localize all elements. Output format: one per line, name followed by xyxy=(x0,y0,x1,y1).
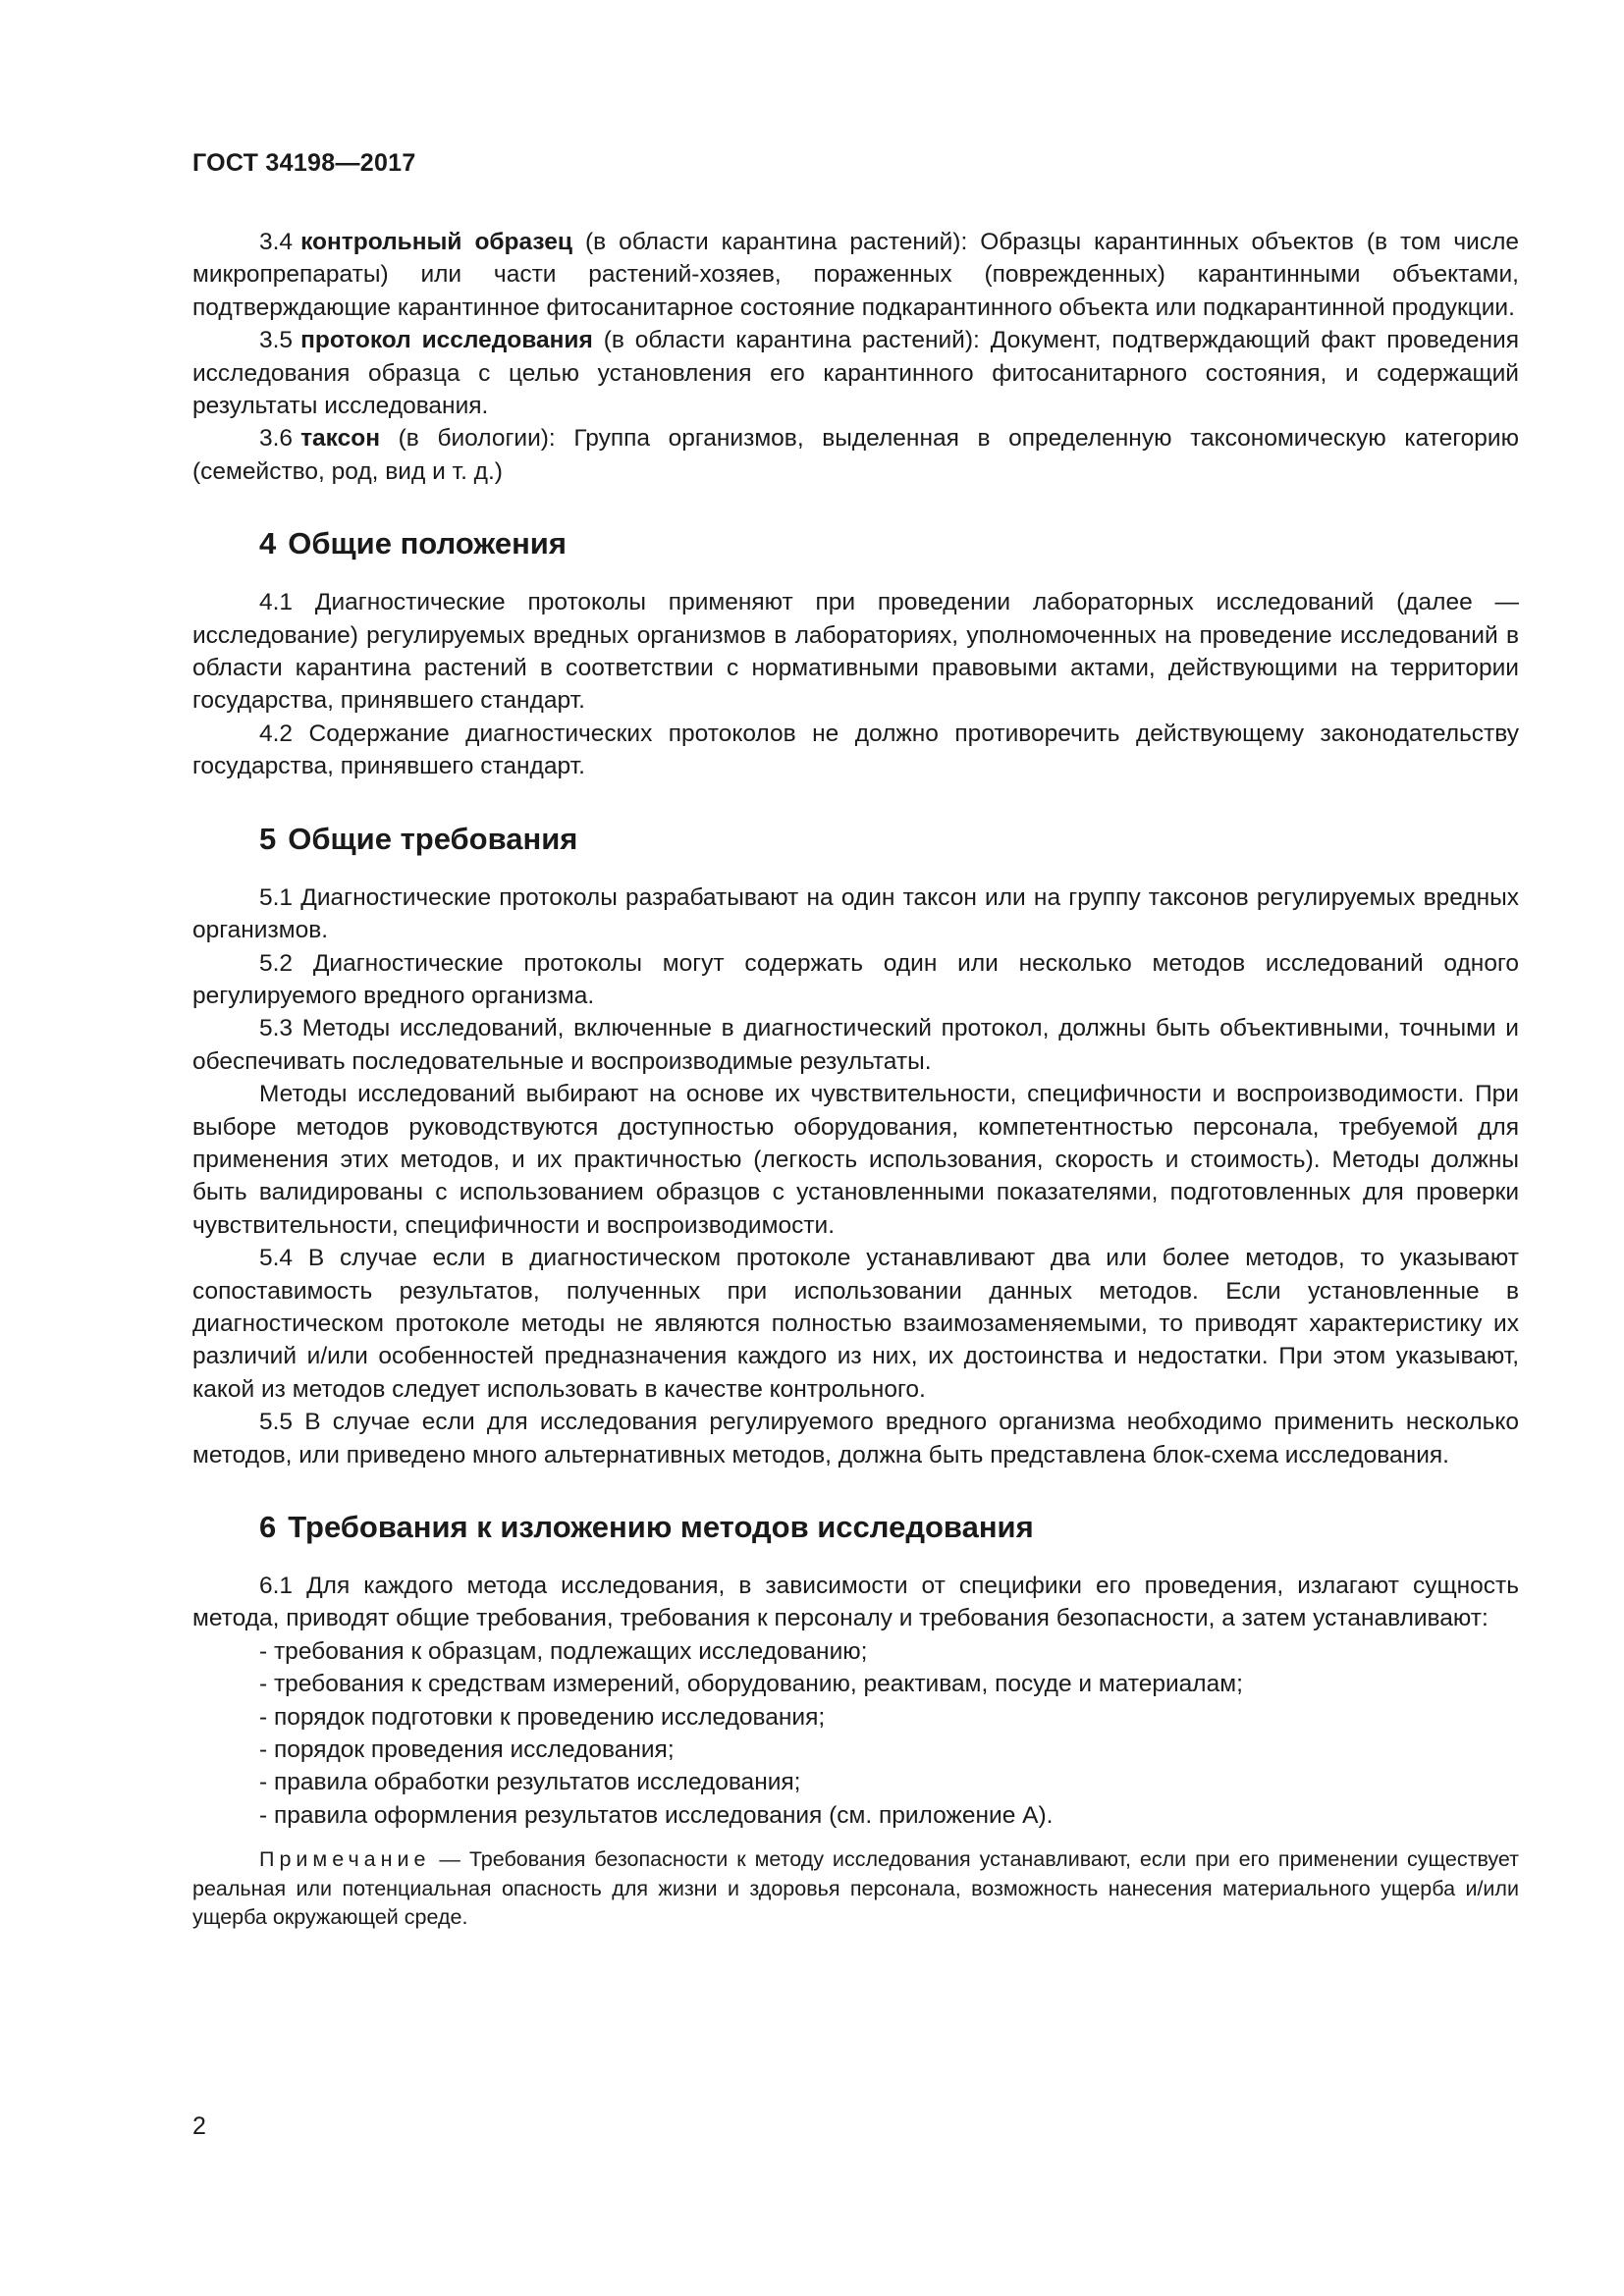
definition-number: 3.6 xyxy=(259,425,294,453)
standard-code: ГОСТ 34198—2017 xyxy=(192,149,416,177)
definition-term: протокол исследования xyxy=(300,327,593,354)
list-item: - правила оформления результатов исследования (см. приложение А). xyxy=(259,1801,1054,1829)
paragraph-5-4: 5.4 В случае если в диагностическом протоколе устанавливают два или более методов, то указывают сопоставимость результатов, полученных при использовании данных методов. Если установленные в диагностическом протоколе методы не являются полностью взаимозаменяемыми, то приводят характеристику их различий и/или особенностей предназначения каждого из них, их достоинства и недостатки. При этом указывают, какой из методов следует использовать в качестве контрольного. xyxy=(192,1245,1519,1403)
note-text: — Требования безопасности к методу исследования устанавливают, если при его применении существует реальная или потенциальная опасность для жизни и здоровья персонала, возможность нанесения материального ущерба и/или ущерба окружающей среде. xyxy=(192,1847,1519,1930)
section-4-heading xyxy=(192,524,1519,563)
section-number: 6 xyxy=(259,1510,277,1544)
definition-3-6 xyxy=(192,422,1519,488)
section-title: Общие требования xyxy=(288,821,578,856)
requirements-list xyxy=(192,1635,1519,1832)
paragraph-5-3: 5.3 Методы исследований, включенные в диагностический протокол, должны быть объективными, точными и обеспечивать последовательные и воспроизводимые результаты. xyxy=(192,1015,1519,1075)
definition-number: 3.4 xyxy=(259,229,294,255)
definition-term: таксон xyxy=(300,425,381,453)
paragraph-5-1: 5.1 Диагностические протоколы разрабатывают на один таксон или на группу таксонов регулируемых вредных организмов. xyxy=(192,883,1519,944)
section-number: 5 xyxy=(259,821,277,856)
page-number: 2 xyxy=(192,2112,206,2140)
definition-term: контрольный образец xyxy=(300,229,572,255)
section-6-heading xyxy=(192,1508,1519,1547)
list-item: - требования к средствам измерений, оборудованию, реактивам, посуде и материалам; xyxy=(259,1671,1243,1698)
note-label: Примечание xyxy=(259,1847,431,1872)
definition-text: (в области карантина растений): Документ, подтверждающий факт проведения исследования образца с целью установления его карантинного фитосанитарного состояния, и содержащий результаты исследования. xyxy=(192,327,1519,420)
paragraph-4-1: 4.1 Диагностические протоколы применяют при проведении лабораторных исследований (далее — исследование) регулируемых вредных организмов в лабораториях, уполномоченных на проведение исследований в области карантина растений в соответствии с нормативными правовыми актами, действующими на территории государства, принявшего стандарт. xyxy=(192,589,1519,715)
definition-3-4 xyxy=(192,226,1519,324)
definition-text: (в биологии): Группа организмов, выделенная в определенную таксономическую категорию (семейство, род, вид и т. д.) xyxy=(192,425,1519,485)
list-item: - порядок проведения исследования; xyxy=(259,1736,675,1764)
section-title: Общие положения xyxy=(288,526,567,561)
paragraph-4-2: 4.2 Содержание диагностических протоколов не должно противоречить действующему законодательству государства, принявшего стандарт. xyxy=(192,720,1519,780)
definition-number: 3.5 xyxy=(259,327,294,354)
paragraph-5-2: 5.2 Диагностические протоколы могут содержать один или несколько методов исследований одного регулируемого вредного организма. xyxy=(192,949,1519,1009)
note xyxy=(192,1845,1519,1933)
section-5-heading xyxy=(192,820,1519,859)
paragraph-6-1: 6.1 Для каждого метода исследования, в зависимости от специфики его проведения, излагают сущность метода, приводят общие требования, требования к персоналу и требования безопасности, а затем устанавливают: xyxy=(192,1573,1519,1632)
section-number: 4 xyxy=(259,526,277,561)
page-content xyxy=(192,226,1519,1933)
list-item: - правила обработки результатов исследования; xyxy=(259,1769,801,1796)
list-item: - порядок подготовки к проведению исследования; xyxy=(259,1703,826,1731)
paragraph-5-3-cont: Методы исследований выбирают на основе их чувствительности, специфичности и воспроизводимости. При выборе методов руководствуются доступностью оборудования, компетентностью персонала, требуемой для применения этих методов, и их практичностью (легкость использования, скорость и стоимость). Методы должны быть валидированы с использованием образцов с установленными показателями, подготовленных для проверки чувствительности, специфичности и воспроизводимости. xyxy=(192,1081,1519,1239)
section-title: Требования к изложению методов исследования xyxy=(288,1510,1034,1544)
definition-text: (в области карантина растений): Образцы карантинных объектов (в том числе микропрепараты) или части растений-хозяев, пораженных (поврежденных) карантинными объектами, подтверждающие карантинное фитосанитарное состояние подкарантинного объекта или подкарантинной продукции. xyxy=(192,229,1519,321)
list-item: - требования к образцам, подлежащих исследованию; xyxy=(259,1637,868,1665)
definition-3-5 xyxy=(192,324,1519,422)
paragraph-5-5: 5.5 В случае если для исследования регулируемого вредного организма необходимо применить несколько методов, или приведено много альтернативных методов, должна быть представлена блок-схема исследования. xyxy=(192,1409,1519,1468)
